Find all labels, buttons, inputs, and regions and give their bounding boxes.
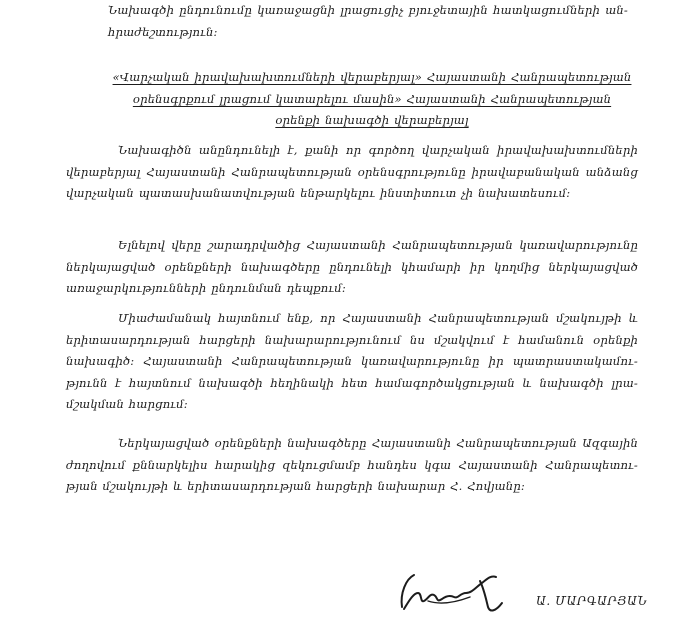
text-line: նախագիծ: Հայաստանի Հանրապետության կառավարությունը իր պատրաստակամու- — [66, 354, 638, 368]
text-line: Նախագծի ընդունումը կառաջացնի լրացուցիչ բյուջետային հատկացումների ան- — [108, 3, 628, 17]
text-line: վարչական պատասխանատվության ենթարկելու ինստիտուտ չի նախատեսում: — [66, 186, 571, 200]
text-line: առաջարկությունների ընդունման դեպքում: — [66, 281, 346, 295]
text-line: երիտասարդության հարցերի նախարարությունում նս մշակվում է համանուն օրենքի — [66, 332, 638, 347]
title-line: օրենքի նախագծի վերաբերյալ — [275, 113, 469, 127]
text-line: Ելնելով վերը շարադրվածից Հայաստանի Հանրապետության կառավարությունը — [118, 238, 638, 252]
title-line: օրենսգրքում լրացում կատարելու մասին» Հայաստանի Հանրապետության — [132, 91, 612, 106]
text-line: ժողովում քննարկելիս հարակից զեկուցմամբ հանդես կգա Հայաստանի Հանրապետու- — [66, 457, 638, 472]
title-line: «Վարչական իրավախախտումների վերաբերյալ» Հայաստանի Հանրապետության — [112, 70, 632, 84]
handwritten-signature — [392, 563, 512, 619]
text-line: վերաբերյալ Հայաստանի Հանրապետության օրենսգրությունը իրավաբանական անձանց — [66, 164, 638, 179]
text-line: մշակման հարցում: — [66, 397, 188, 411]
text-line: Ներկայացված օրենքների նախագծերը Հայաստանի Հանրապետության Ազգային — [118, 436, 638, 450]
paragraph-4 — [66, 433, 638, 498]
paragraph-2 — [66, 235, 638, 300]
text-line: Նախագիծն անընդունելի է, քանի որ գործող վարչական իրավախախտումների — [118, 143, 638, 157]
signatory-name: Ա. ՄԱՐԳԱՐՅԱՆ — [536, 594, 648, 608]
text-line: հրաժեշտություն: — [108, 24, 218, 39]
text-line: ներկայացված օրենքների նախագծերը ընդունելի կհամարի իր կողմից ներկայացված — [66, 259, 638, 274]
intro-paragraph — [108, 0, 628, 43]
document-title — [106, 67, 638, 132]
paragraph-3 — [66, 308, 638, 416]
text-line: Միաժամանակ հայտնում ենք, որ Հայաստանի Հանրապետության մշակույթի և — [118, 311, 638, 325]
text-line: թյան մշակույթի և երիտասարդության հարցերի նախարար Հ. Հովյանը: — [66, 479, 525, 493]
paragraph-1 — [66, 140, 638, 205]
text-line: թյունն է հայտնում նախագծի հեղինակի հետ համագործակցության և նախագծի լրա- — [66, 375, 638, 390]
